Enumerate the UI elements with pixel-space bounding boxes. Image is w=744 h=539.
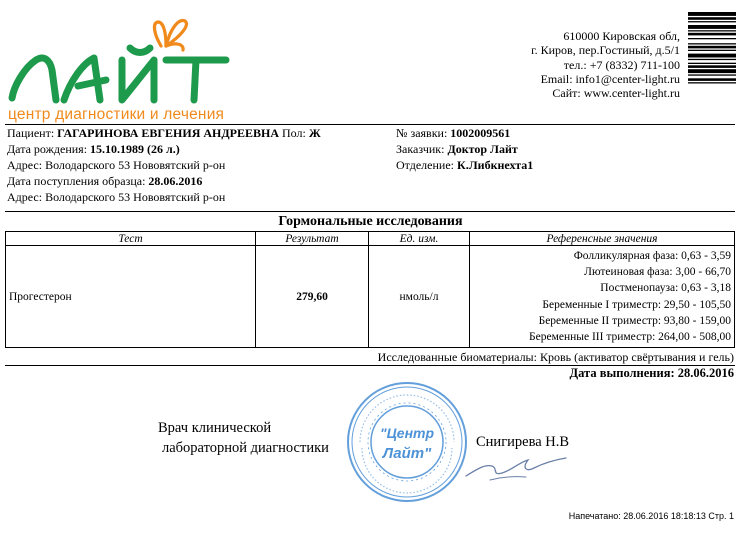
- patient-dob: 15.10.1989 (26 л.): [90, 142, 180, 156]
- butterfly-icon: [154, 21, 186, 50]
- patient-name: ГАГАРИНОВА ЕВГЕНИЯ АНДРЕЕВНА: [57, 126, 279, 140]
- barcode: [688, 12, 736, 100]
- barcode-bar: [688, 65, 736, 68]
- barcode-bar: [688, 54, 736, 58]
- address-email: Email: info1@center-light.ru: [540, 71, 680, 86]
- stamp-line2: Лайт": [382, 445, 432, 462]
- cell-test: Прогестерон: [6, 246, 256, 348]
- barcode-bar: [688, 25, 736, 29]
- reference-line: Лютеиновая фаза: 3,00 - 66,70: [584, 266, 731, 279]
- order-number: 1002009561: [450, 126, 511, 140]
- customer-row: [396, 141, 518, 157]
- doctor-signature: [462, 446, 572, 486]
- department-label: Отделение:: [396, 158, 455, 172]
- customer: Доктор Лайт: [447, 142, 518, 156]
- address-line1: 610000 Кировская обл,: [563, 29, 680, 43]
- logo-subtitle: центр диагностики и лечения: [8, 106, 225, 123]
- reference-line: Фолликулярная фаза: 0,63 - 3,59: [573, 249, 731, 262]
- customer-label: Заказчик:: [396, 142, 445, 156]
- sample-date-label: Дата поступления образца:: [7, 174, 146, 188]
- patient-dob-label: Дата рождения:: [7, 142, 88, 156]
- completion-date: 28.06.2016: [677, 366, 734, 380]
- patient-address2: Володарского 53 Нововятский р-он: [45, 190, 226, 204]
- patient-name-row: [7, 125, 321, 141]
- address-site: Сайт: www.center-light.ru: [552, 86, 680, 101]
- order-number-row: [396, 125, 510, 141]
- stamp-line1: "Центр: [379, 425, 435, 441]
- patient-address2-row: [7, 189, 225, 205]
- completion-label: Дата выполнения:: [569, 366, 675, 380]
- reference-line: Беременные II триместр: 93,80 - 159,00: [538, 314, 731, 327]
- barcode-bar: [688, 43, 736, 44]
- biomaterial-note: Исследованные биоматериалы: Кровь (активатор свёртывания и гель): [377, 350, 734, 364]
- reference-line: Постменопауза: 0,63 - 3,18: [600, 282, 731, 295]
- address-line2: г. Киров, пер.Гостиный, д.5/1: [531, 43, 680, 58]
- table-header-row: [6, 232, 735, 246]
- barcode-bar: [688, 82, 736, 83]
- patient-sex: Ж: [308, 126, 321, 140]
- barcode-bar: [688, 50, 736, 51]
- clinic-stamp: [345, 380, 469, 504]
- doctor-name: Снигирева Н.В: [476, 434, 570, 450]
- completion-row: [570, 366, 734, 381]
- section-title: Гормональные исследования: [278, 214, 463, 229]
- divider-info: [5, 211, 735, 212]
- cell-result: 279,60: [256, 246, 369, 348]
- barcode-bar: [688, 17, 736, 20]
- barcode-bar: [688, 69, 736, 73]
- cell-unit: нмоль/л: [369, 246, 470, 348]
- order-number-label: № заявки:: [396, 126, 448, 140]
- address-phone: тел.: +7 (8332) 711-100: [563, 57, 680, 72]
- department-row: [396, 157, 533, 173]
- sample-date: 28.06.2016: [148, 174, 203, 188]
- doctor-title: [158, 418, 329, 458]
- cell-references: [470, 246, 735, 348]
- header-unit: Ед. изм.: [369, 232, 470, 246]
- patient-sex-label: Пол:: [281, 126, 306, 140]
- barcode-bar: [688, 38, 736, 39]
- barcode-bar: [688, 46, 736, 49]
- barcode-bar: [688, 21, 736, 22]
- header-result: Результат: [256, 232, 369, 246]
- barcode-bar: [688, 59, 736, 60]
- brand-wordmark: [12, 48, 226, 100]
- results-table: [5, 231, 735, 348]
- barcode-bar: [688, 12, 736, 16]
- barcode-bar: [688, 78, 736, 81]
- patient-address1: Володарского 53 Нововятский р-он: [45, 158, 226, 172]
- patient-name-label: Пациент:: [7, 126, 55, 140]
- barcode-bar: [688, 33, 736, 36]
- sample-date-row: [7, 173, 202, 189]
- barcode-bar: [688, 63, 736, 64]
- reference-line: Беременные I триместр: 29,50 - 105,50: [542, 298, 731, 311]
- barcode-bar: [688, 74, 736, 75]
- clinic-address: [531, 29, 680, 100]
- doctor-title-line1: Врач клинической: [158, 420, 272, 436]
- barcode-bar: [688, 30, 736, 31]
- printed-timestamp: Напечатано: 28.06.2016 18:18:13 Стр. 1: [568, 511, 734, 521]
- reference-line: Беременные III триместр: 264,00 - 508,00: [529, 330, 731, 343]
- patient-address1-label: Адрес:: [7, 158, 43, 172]
- table-row: [6, 246, 735, 348]
- patient-address2-label: Адрес:: [7, 190, 43, 204]
- doctor-title-line2: лабораторной диагностики: [162, 440, 329, 456]
- department: К.Либкнехта1: [457, 158, 534, 172]
- patient-dob-row: [7, 141, 180, 157]
- header-references: Референсные значения: [470, 232, 735, 246]
- patient-address1-row: [7, 157, 225, 173]
- header-test: Тест: [6, 232, 256, 246]
